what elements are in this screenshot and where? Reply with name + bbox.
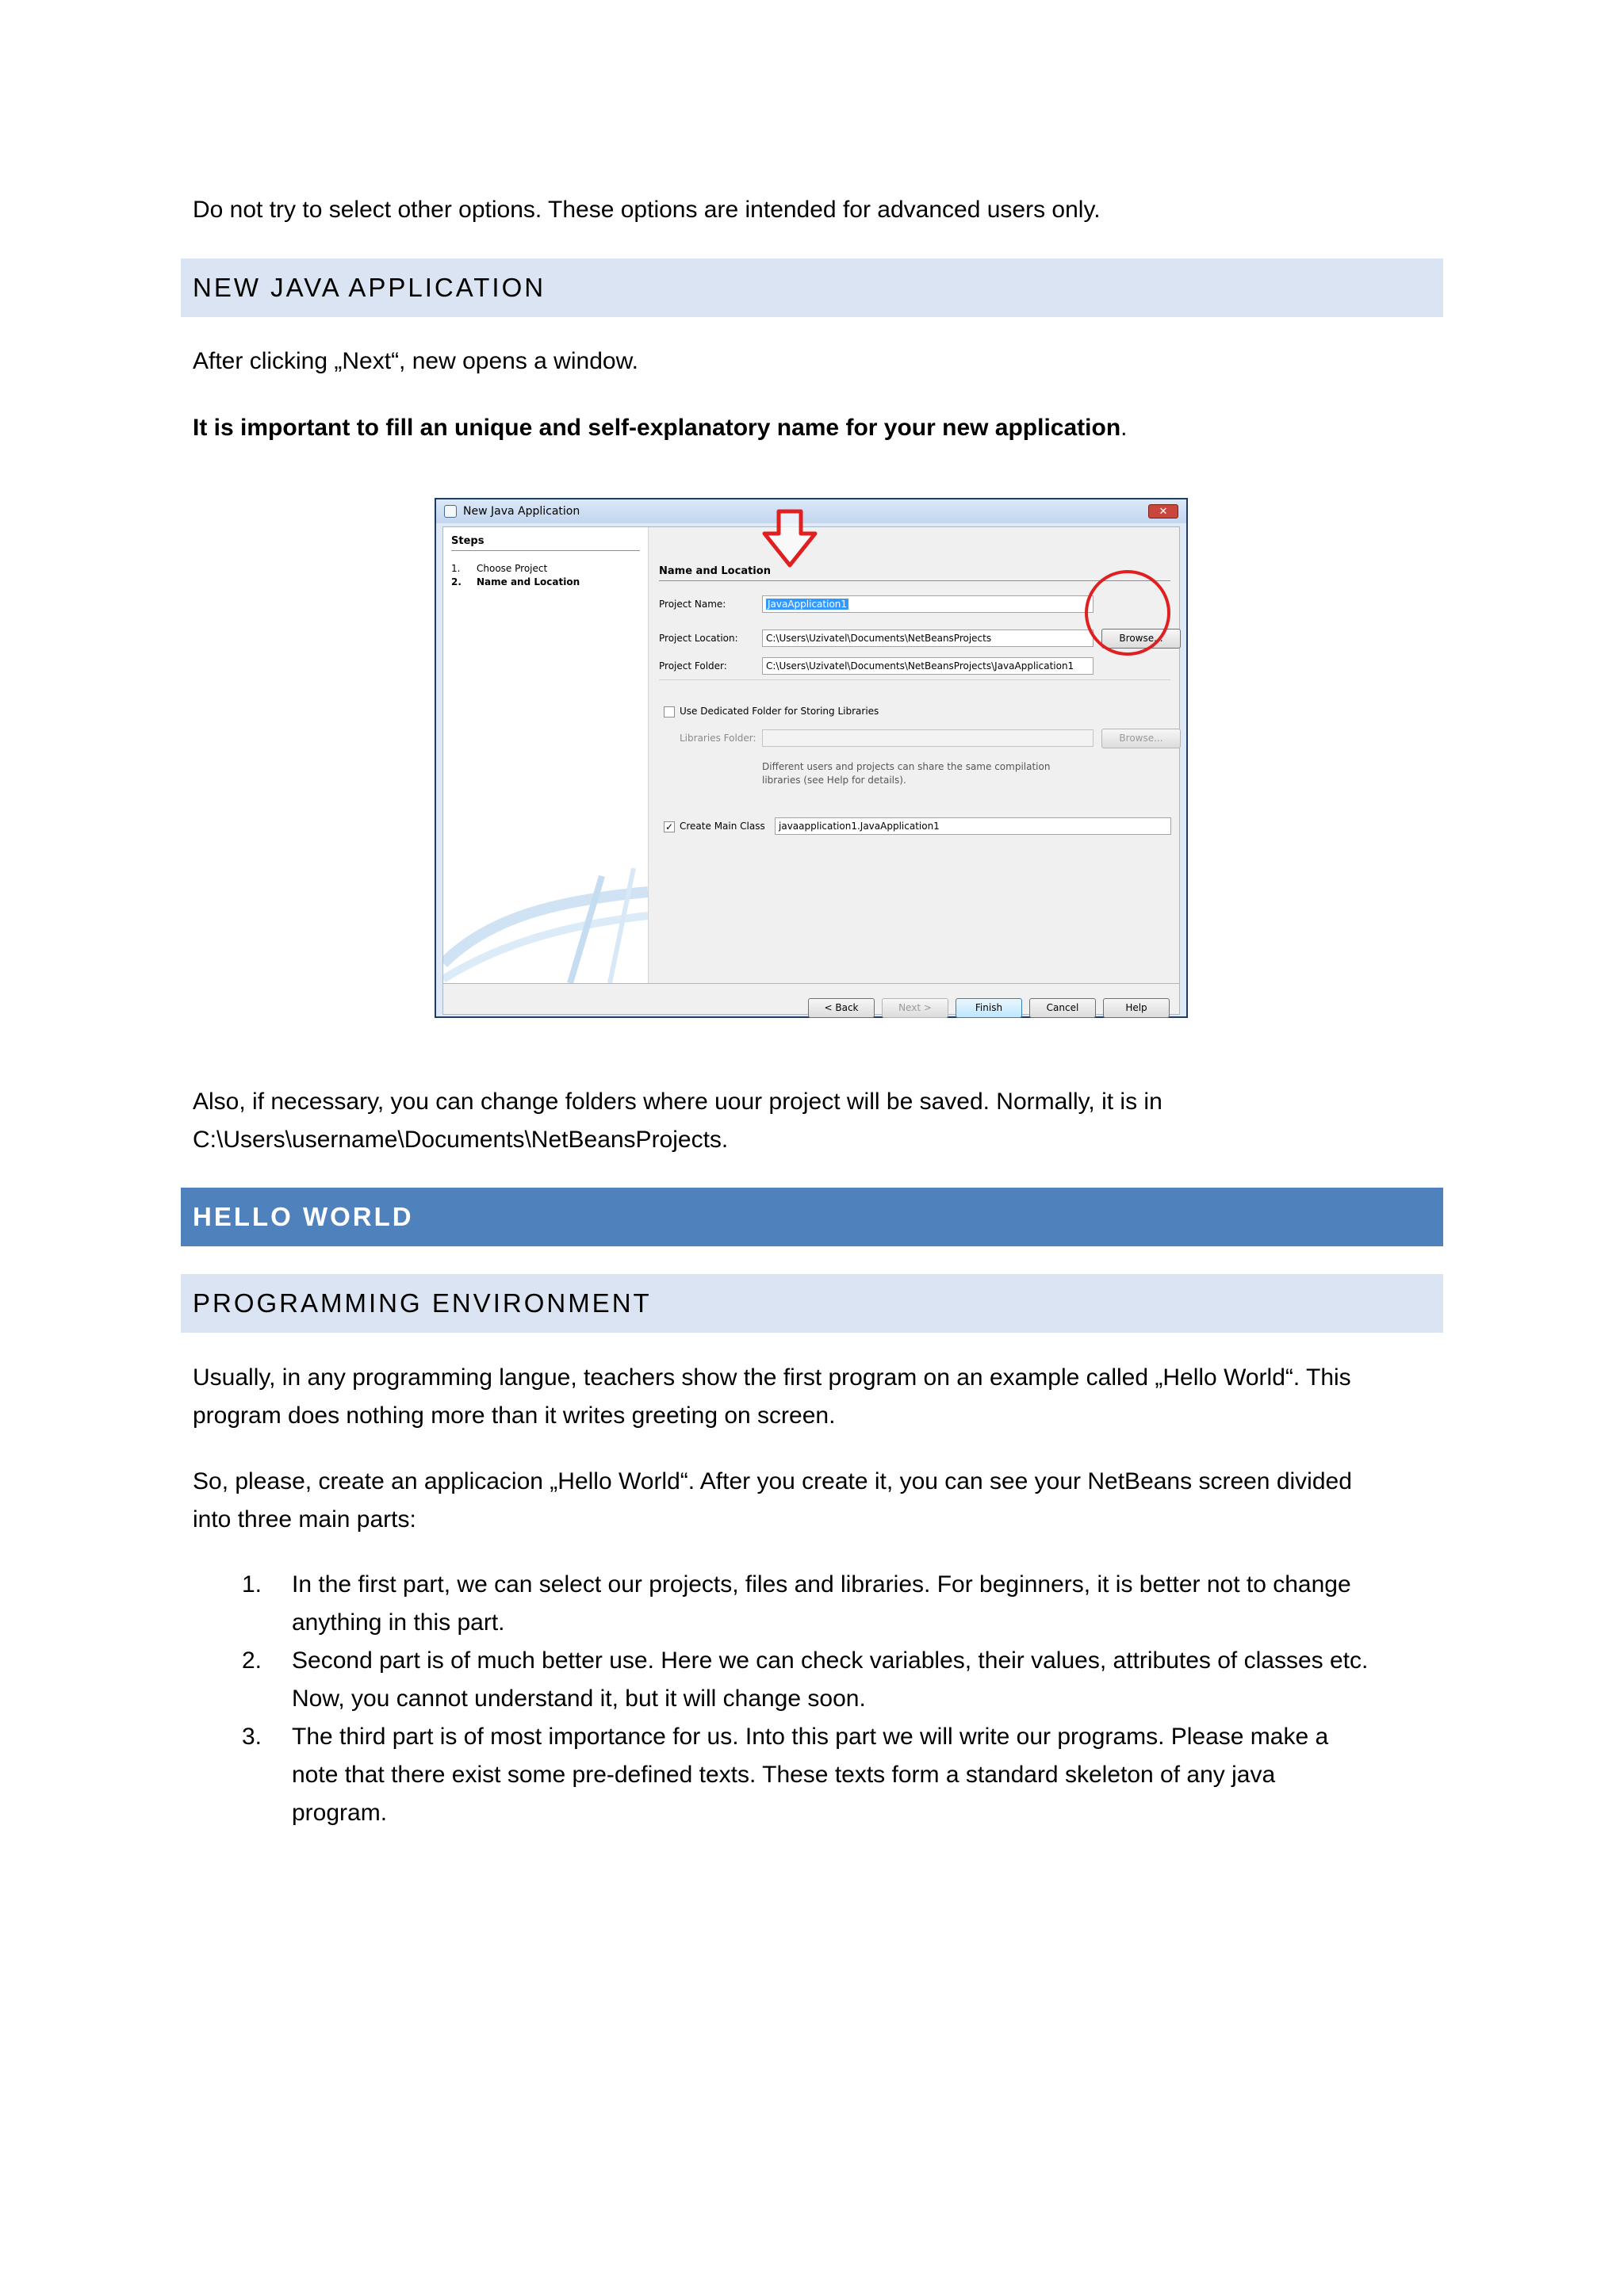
red-highlight-circle-icon [1086, 572, 1169, 654]
heading-hello-world: HELLO WORLD [181, 1188, 1443, 1246]
folders-paragraph: Also, if necessary, you can change folders where uour project will be saved. Normally, it is in C:\Users\username\Documents\NetBeansProjects. [193, 1089, 1162, 1153]
heading-new-java-application: NEW JAVA APPLICATION [181, 258, 1443, 317]
cancel-button[interactable]: Cancel [1029, 998, 1096, 1018]
back-button[interactable]: < Back [808, 998, 875, 1018]
list-item: 2. Second part is of much better use. Here we can check variables, their values, attributes of classes etc. Now, you cannot understand it, but it will change soon. [242, 1647, 1369, 1712]
browse-button[interactable]: Browse... [1101, 629, 1181, 649]
new-java-application-dialog [435, 498, 1188, 1018]
name-and-location-header: Name and Location [659, 565, 771, 577]
libraries-browse-button[interactable]: Browse... [1101, 729, 1181, 748]
project-folder-input[interactable]: C:\Users\Uzivatel\Documents\NetBeansProjects\JavaApplication1 [762, 657, 1094, 675]
steps-header: Steps [451, 535, 485, 547]
important-bold-text: It is important to fill an unique and self-explanatory name for your new application [193, 415, 1121, 441]
next-button[interactable]: Next > [882, 998, 948, 1018]
heading-programming-environment: PROGRAMMING ENVIRONMENT [181, 1274, 1443, 1333]
after-next-paragraph: After clicking „Next“, new opens a window. [193, 348, 638, 374]
important-period: . [1120, 415, 1128, 441]
project-name-value: JavaApplication1 [768, 599, 848, 610]
help-button[interactable]: Help [1103, 998, 1170, 1018]
dedicated-folder-label: Use Dedicated Folder for Storing Libraries [680, 706, 879, 717]
list-item: 3. The third part is of most importance for us. Into this part we will write our programs. Please make a note that there exist some pre-defined texts. These texts form a standard skeleton of any java program. [242, 1724, 1329, 1826]
important-paragraph [193, 409, 1430, 447]
step-choose-project: 1. Choose Project [451, 563, 548, 574]
close-icon[interactable]: ✕ [1148, 504, 1178, 519]
step-name-and-location: 2. Name and Location [451, 576, 580, 587]
create-main-class-label: Create Main Class [680, 821, 765, 832]
red-down-arrow-icon [764, 511, 815, 565]
list-item: 1. In the first part, we can select our projects, files and libraries. For beginners, it is better not to change anything in this part. [242, 1571, 1351, 1636]
finish-button[interactable]: Finish [956, 998, 1022, 1018]
libraries-folder-label: Libraries Folder: [680, 733, 756, 744]
libraries-info-text: Different users and projects can share the same compilation libraries (see Help for details). [762, 761, 1051, 786]
annotation-overlay [436, 499, 1186, 1016]
project-location-label: Project Location: [659, 633, 738, 644]
dialog-title: New Java Application [463, 505, 580, 518]
three-parts-list [193, 1566, 1430, 1832]
create-paragraph: So, please, create an applicacion „Hello World“. After you create it, you can see your NetBeans screen divided into three main parts: [193, 1468, 1352, 1533]
main-class-input[interactable]: javaapplication1.JavaApplication1 [775, 817, 1171, 835]
usually-paragraph: Usually, in any programming langue, teachers show the first program on an example called „Hello World“. This program does nothing more than it writes greeting on screen. [193, 1364, 1351, 1429]
project-name-label: Project Name: [659, 599, 726, 610]
create-main-class-checkbox[interactable]: ✓ [665, 821, 674, 832]
project-location-input[interactable]: C:\Users\Uzivatel\Documents\NetBeansProjects [762, 629, 1094, 647]
project-folder-label: Project Folder: [659, 660, 727, 672]
intro-paragraph: Do not try to select other options. These options are intended for advanced users only. [193, 197, 1101, 223]
